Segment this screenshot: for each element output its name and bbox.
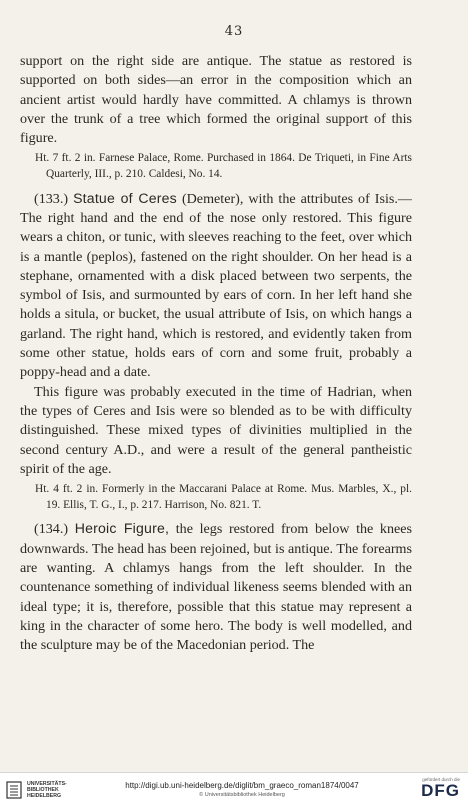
university-seal-icon	[6, 780, 22, 800]
paragraph-1: support on the right side are antique. The statue as restored is supported on both sides—an error in the composition which an ancient artist would hardly have committed. A chlamys is thrown over the trunk of a tree which formed the original support of this figure.	[20, 53, 412, 147]
citation-block	[92, 781, 392, 798]
entry-133-heading: Statue of Ceres	[73, 189, 177, 206]
library-logo[interactable]	[6, 780, 67, 800]
dfg-mark: DFG	[421, 781, 460, 800]
entry-134-number: (134.)	[34, 521, 69, 538]
entry-134-heading: Heroic Figure,	[74, 520, 170, 537]
page-number: 43	[224, 24, 244, 39]
viewer-footer	[0, 772, 468, 808]
library-name: UNIVERSITÄTS- BIBLIOTHEK HEIDELBERG	[27, 781, 67, 799]
entry-133	[20, 189, 412, 383]
note-1: Ht. 7 ft. 2 in. Farnese Palace, Rome. Purchased in 1864. De Triqueti, in Fine Arts Quarterly, III., p. 210. Caldesi, No. 14.	[35, 152, 412, 181]
entry-134-text: the legs restored from below the knees downwards. The head has been rejoined, but is antique. The forearms are wanting. A chlamys hangs from the left shoulder. In the countenance something of individual likeness seems blended with an ideal type; it is, therefore, possible that this statue may represent a king in the character of some hero. The body is well modelled, and the sculpture may be of the Macedonian period. The	[20, 521, 413, 654]
dfg-logo[interactable]	[421, 777, 460, 801]
paragraph-hadrian: This figure was probably executed in the time of Hadrian, when the types of Ceres and Isis were so blended as to be with difficulty distinguished. These mixed types of divinities multiplied in the second century A.D., and were a result of the general pantheistic spirit of the age.	[20, 383, 412, 477]
entry-133-number: (133.)	[34, 190, 69, 207]
note-2: Ht. 4 ft. 2 in. Formerly in the Maccarani Palace at Rome. Mus. Marbles, X., pl. 19. Ellis, T. G., I., p. 217. Harrison, No. 821. T.	[35, 483, 412, 511]
permalink-url[interactable]: http://digi.ub.uni-heidelberg.de/diglit/bm_graeco_roman1874/0047	[125, 781, 359, 790]
funded-by-label: gefördert durch die	[422, 777, 460, 782]
entry-133-text: (Demeter), with the attributes of Isis.—The right hand and the end of the nose only restored. This figure wears a chiton, or tunic, with sleeves reaching to the feet, over which is a mantle (peplos), fastened on the right shoulder. On her head is a stephane, ornamented with a disk placed between two serpents, the symbol of Isis, and surmounted by ears of corn. In her left hand she holds a situla, or bucket, the usual attribute of Isis, on which hangs a garland. The right hand, which is restored, and evidently taken from some other statue, holds ears of corn and some fruit, probably a poppy-head and a date.	[20, 190, 412, 381]
entry-134	[20, 519, 412, 655]
page-text	[20, 52, 412, 655]
copyright-notice: © Universitätsbibliothek Heidelberg	[199, 792, 285, 798]
